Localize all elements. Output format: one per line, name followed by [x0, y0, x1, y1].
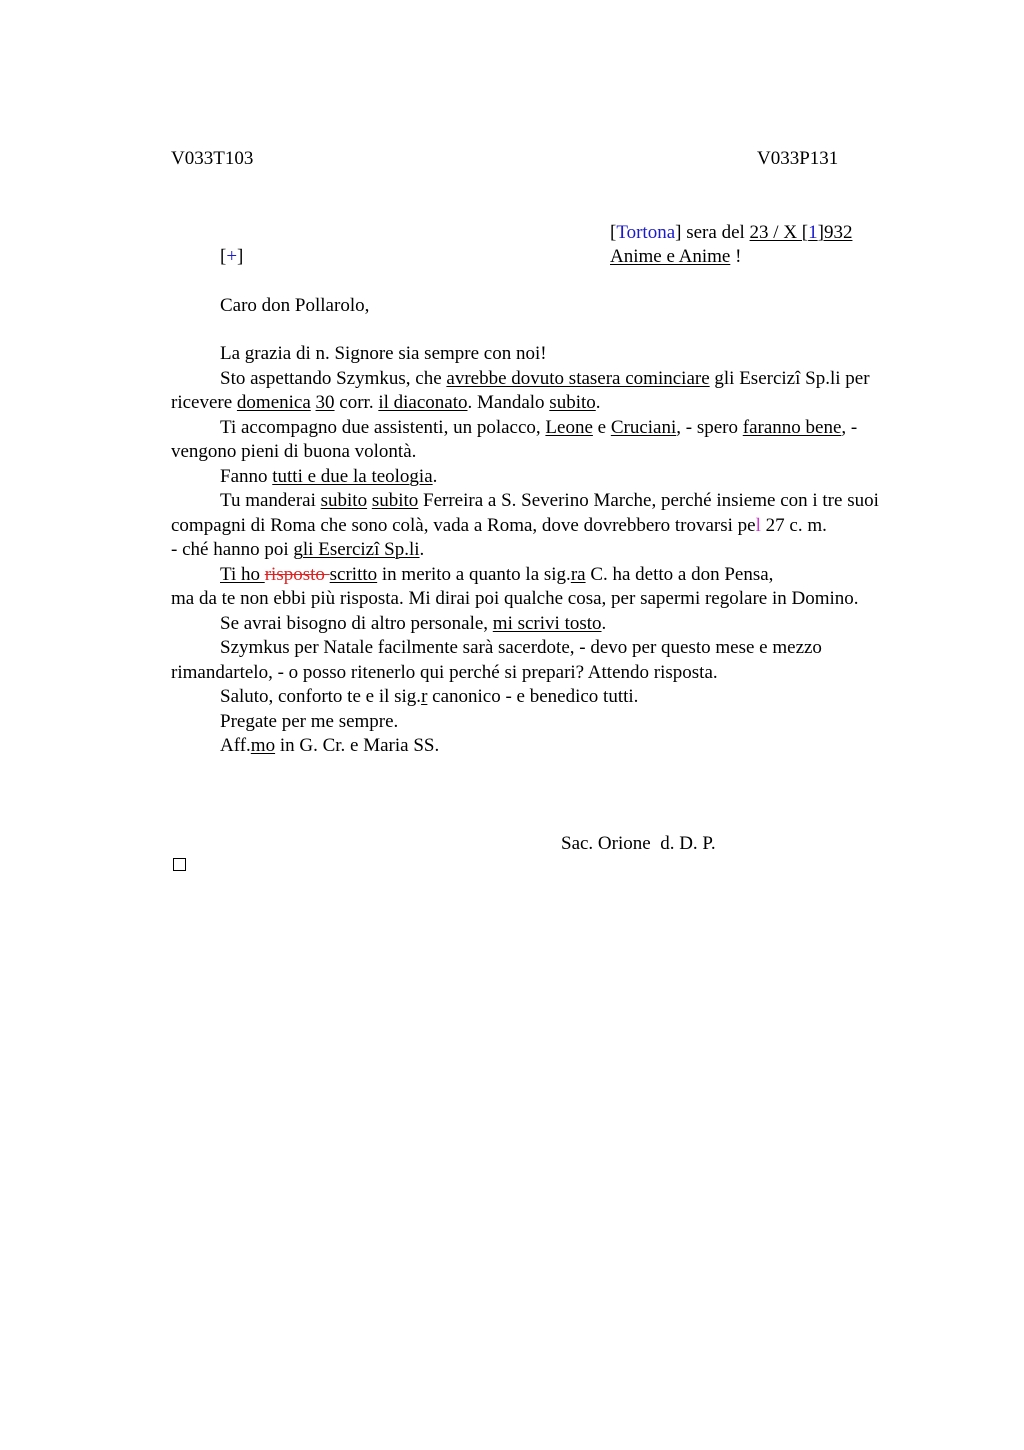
- paragraph-9: Szymkus per Natale facilmente sarà sacerdote, - devo per questo mese e mezzo rimandartelo, - o posso ritenerlo qui perché si prepari? Attendo risposta.: [171, 637, 822, 683]
- paragraph-11: Pregate per me sempre.: [220, 710, 399, 732]
- paragraph-7: Ti ho risposto scritto in merito a quanto la sig.ra C. ha detto a don Pensa,: [220, 563, 774, 585]
- greeting: Caro don Pollarolo,: [220, 295, 370, 316]
- dateline-mid: sera del: [681, 222, 750, 243]
- paragraph-10: Saluto, conforto te e il sig.r canonico - e benedico tutti.: [220, 686, 639, 707]
- bracket-close: ]: [675, 222, 682, 243]
- paragraph-2: Sto aspettando Szymkus, che avrebbe dovuto stasera cominciare gli Esercizî Sp.li per ricevere domenica 30 corr. il diaconato. Mandalo subito.: [171, 367, 870, 413]
- dateline: [610, 221, 852, 246]
- paragraph-3: Ti accompagno due assistenti, un polacco, Leone e Cruciani, - spero faranno bene, - vengono pieni di buona volontà.: [171, 416, 858, 462]
- signature: Sac. Orione d. D. P.: [561, 833, 716, 854]
- cross-mark: [+]: [220, 246, 244, 267]
- paragraph-5: Tu manderai subito subito Ferreira a S. Severino Marche, perché insieme con i tre suoi compagni di Roma che sono colà, vada a Roma, dove dovrebbero trovarsi pel 27 c. m.: [171, 490, 879, 536]
- document-code-right: V033P131: [757, 148, 839, 169]
- letter-body: [171, 342, 911, 759]
- paragraph-1: La grazia di n. Signore sia sempre con noi!: [220, 343, 547, 364]
- motto: Anime e Anime !: [610, 246, 742, 267]
- closing: Aff.mo in G. Cr. e Maria SS.: [220, 735, 440, 756]
- paragraph-8: Se avrai bisogno di altro personale, mi scrivi tosto.: [220, 612, 607, 634]
- dateline-date: 23 / X [1]932: [749, 222, 853, 243]
- document-code-left: V033T103: [171, 148, 254, 169]
- paragraph-4: Fanno tutti e due la teologia.: [220, 465, 438, 487]
- struck-word: risposto: [264, 563, 330, 585]
- paragraph-7-continued: ma da te non ebbi più risposta. Mi dirai poi qualche cosa, per sapermi regolare in Domino.: [171, 588, 859, 609]
- bracket-open: [: [610, 222, 617, 243]
- dateline-place: Tortona: [616, 222, 676, 243]
- end-square-icon: [173, 858, 186, 871]
- paragraph-6: - ché hanno poi gli Esercizî Sp.li.: [171, 539, 425, 560]
